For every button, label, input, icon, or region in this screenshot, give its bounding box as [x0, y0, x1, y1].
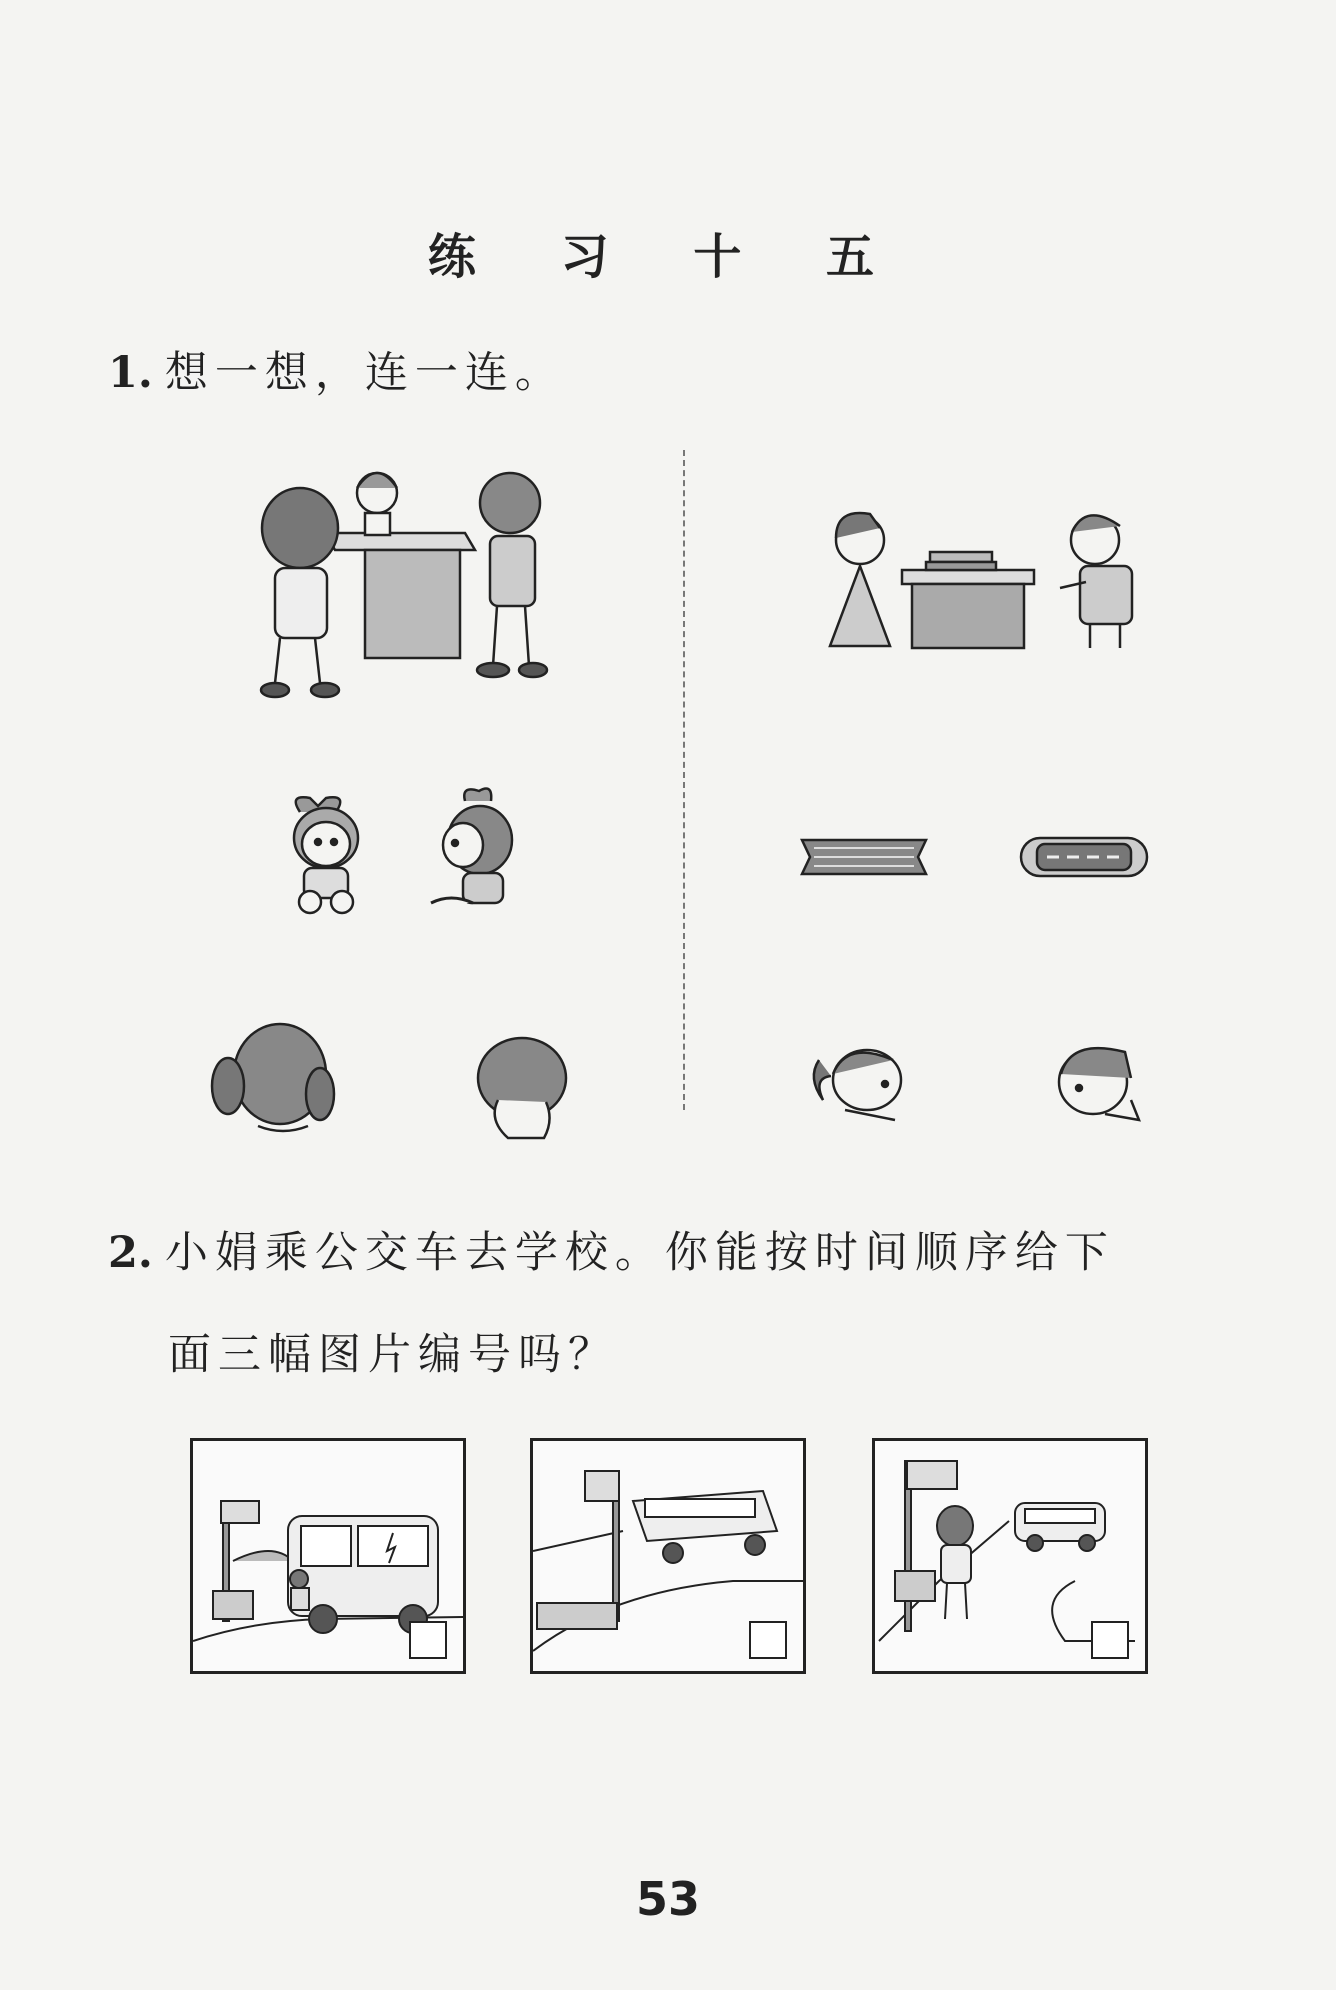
book-table-scene-illustration — [790, 508, 1160, 653]
book-top-view-illustration — [1015, 834, 1153, 880]
boy-side-view-illustration — [1045, 1040, 1147, 1124]
question-2 — [108, 1228, 1115, 1278]
girl-back-view-illustration — [208, 1016, 338, 1140]
picture-panel-boarding — [190, 1438, 466, 1674]
column-divider — [683, 450, 685, 1110]
doll-desk-scene-illustration — [225, 458, 565, 703]
answer-box-1[interactable] — [409, 1621, 447, 1659]
doll-side-view-illustration — [425, 785, 520, 915]
question-1-text: 想一想，连一连。 — [164, 348, 565, 398]
picture-panel-departing — [530, 1438, 806, 1674]
boy-back-view-illustration — [462, 1030, 580, 1140]
page-title: 练 习 十 五 — [427, 229, 909, 285]
question-1-number: 1. — [108, 348, 153, 398]
answer-box-2[interactable] — [749, 1621, 787, 1659]
question-2-continued — [168, 1330, 618, 1380]
question-1 — [108, 348, 565, 398]
answer-box-3[interactable] — [1091, 1621, 1129, 1659]
question-2-text-line2: 面三幅图片编号吗？ — [168, 1330, 618, 1380]
picture-panel-waiting — [872, 1438, 1148, 1674]
page-number: 53 — [635, 1872, 700, 1926]
question-2-number: 2. — [108, 1228, 153, 1278]
girl-side-view-illustration — [805, 1040, 917, 1124]
question-2-text-line1: 小娟乘公交车去学校。你能按时间顺序给下 — [164, 1228, 1115, 1278]
book-spine-view-illustration — [798, 836, 930, 878]
doll-front-view-illustration — [280, 790, 372, 915]
